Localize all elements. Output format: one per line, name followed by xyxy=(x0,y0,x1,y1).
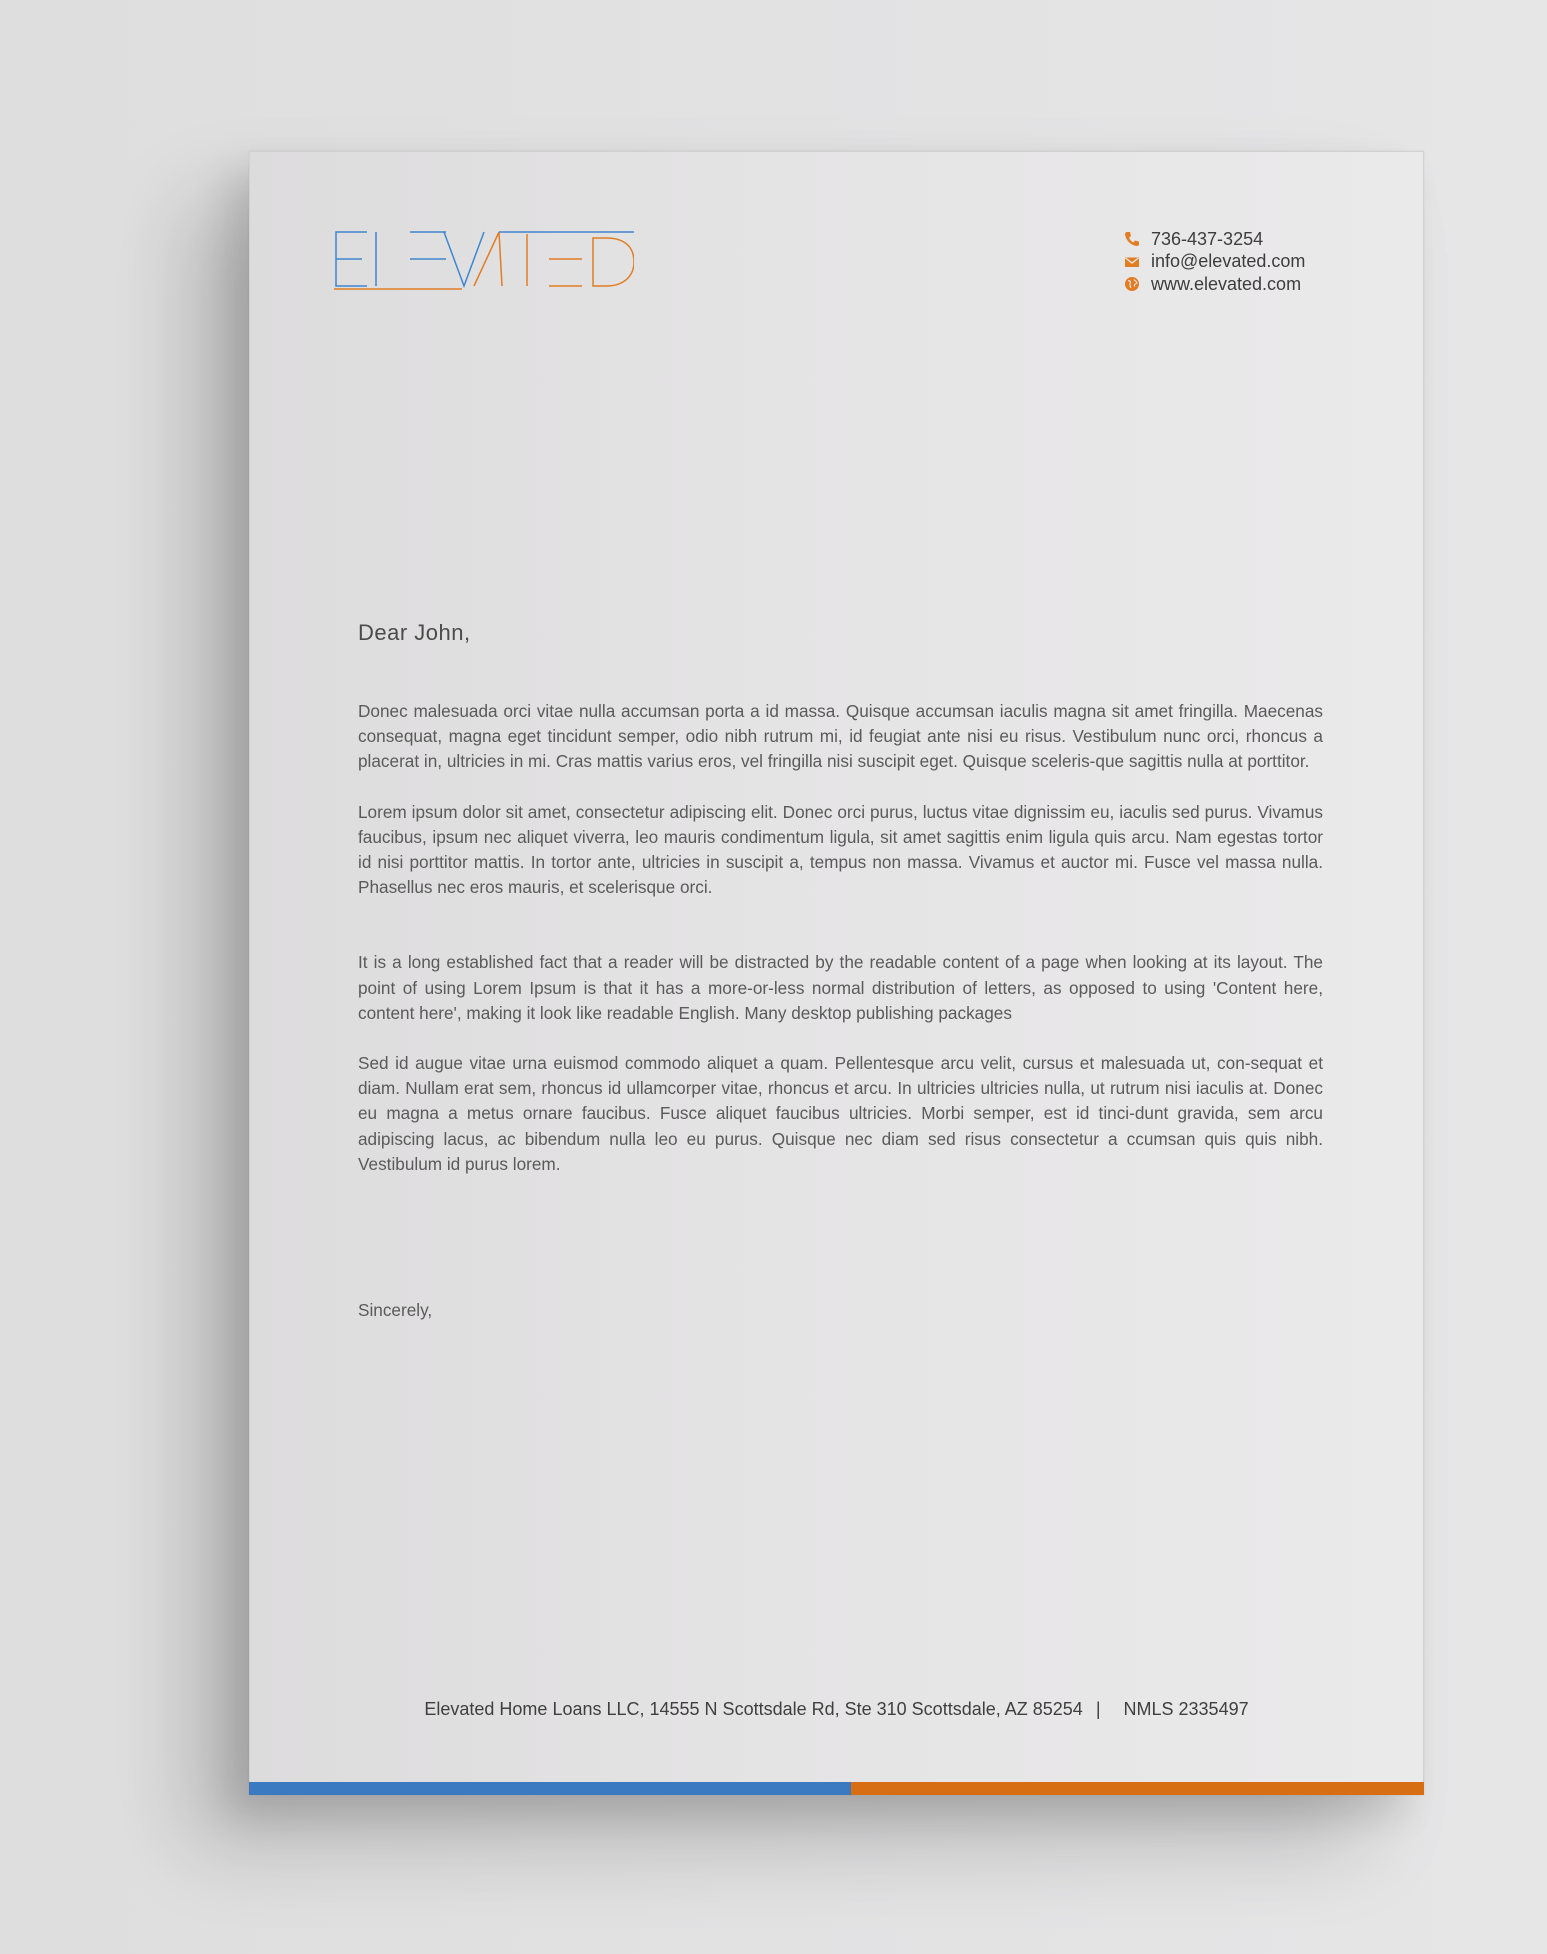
globe-icon xyxy=(1123,275,1141,293)
contact-block xyxy=(1123,228,1343,296)
body-paragraph-4: Sed id augue vitae urna euismod commodo aliquet a quam. Pellentesque arcu velit, cursus et malesuada ut, con-sequat et diam. Nullam erat sem, rhoncus id ullamcorper vitae, rhoncus et arcu. In ultricies ultricies nulla, ut rutrum nisi iaculis at. Donec eu magna a metus ornare faucibus. Fusce aliquet faucibus ultricies. Morbi semper, est id tinci-dunt gravida, sem arcu adipiscing lacus, ac bibendum nulla leo eu purus. Quisque nec diam sed risus consectetur a ccumsan quis quis nibh. Vestibulum id purus lorem. xyxy=(358,1053,1323,1174)
footer-nmls: NMLS 2335497 xyxy=(1123,1699,1249,1719)
footer-address: Elevated Home Loans LLC, 14555 N Scottsdale Rd, Ste 310 Scottsdale, AZ 85254 xyxy=(424,1699,1083,1719)
contact-phone[interactable]: 736-437-3254 xyxy=(1151,228,1264,249)
footer-color-bar xyxy=(249,1782,1424,1795)
contact-website[interactable]: www.elevated.com xyxy=(1151,273,1302,294)
elevated-logo xyxy=(334,228,634,294)
body-paragraph-2: Lorem ipsum dolor sit amet, consectetur adipiscing elit. Donec orci purus, luctus vitae dignissim eu, iaculis sed purus. Vivamus faucibus, ipsum nec aliquet viverra, leo mauris condimentum ligula, sit amet sagittis enim ligula quis arcu. Nam egestas tortor id nisi porttitor mattis. In tortor ante, ultricies in suscipit a, tempus non massa. Vivamus et auctor mi. Fusce vel massa nulla. Phasellus nec eros mauris, et scelerisque orci. xyxy=(358,801,1323,898)
letter-body xyxy=(358,699,1323,1177)
footer-separator: | xyxy=(1095,1699,1101,1719)
phone-icon xyxy=(1123,230,1141,248)
elevated-logo-mark xyxy=(334,228,634,294)
contact-phone-row xyxy=(1123,228,1343,251)
contact-website-row xyxy=(1123,273,1343,296)
contact-email[interactable]: info@elevated.com xyxy=(1151,251,1306,272)
footer-bar-orange xyxy=(851,1782,1424,1795)
footer-address-line xyxy=(250,1699,1423,1720)
body-paragraph-3: It is a long established fact that a reader will be distracted by the readable content of a page when looking at its layout. The point of using Lorem Ipsum is that it has a more-or-less normal distribution of letters, as opposed to using 'Content here, content here', making it look like readable English. Many desktop publishing packages xyxy=(358,952,1323,1023)
mail-icon xyxy=(1123,253,1141,271)
contact-email-row xyxy=(1123,251,1343,274)
letter-closing: Sincerely, xyxy=(358,1300,433,1320)
letter-salutation: Dear John, xyxy=(358,620,471,645)
footer-bar-blue xyxy=(249,1782,851,1795)
letterhead-page xyxy=(249,151,1424,1795)
body-paragraph-1: Donec malesuada orci vitae nulla accumsan porta a id massa. Quisque accumsan iaculis magna sit amet fringilla. Maecenas consequat, magna eget tincidunt semper, odio nibh rutrum mi, id feugiat ante nisi eu risus. Vestibulum nunc orci, rhoncus a placerat in, ultricies in mi. Cras mattis varius eros, vel fringilla nisi suscipit eget. Quisque sceleris-que sagittis nulla at porttitor. xyxy=(358,701,1323,772)
